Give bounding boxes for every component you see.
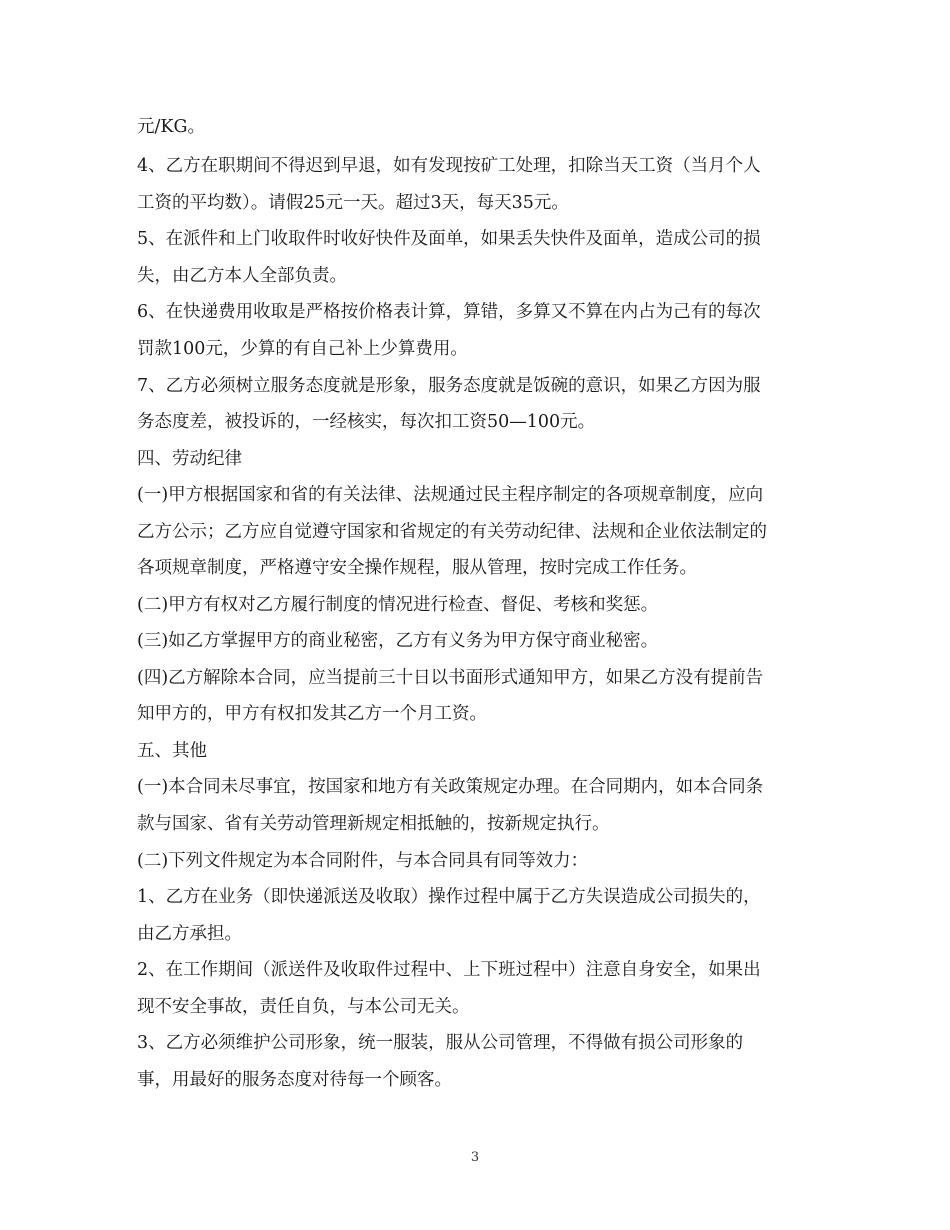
text-line: 3、乙方必须维护公司形象，统一服装，服从公司管理，不得做有损公司形象的 [137,1033,744,1053]
text-line: 各项规章制度，严格遵守安全操作规程，服从管理，按时完成工作任务。 [137,558,697,578]
text-line: 1、乙方在业务（即快递派送及收取）操作过程中属于乙方失误造成公司损失的， [137,887,761,907]
text-line: (四)乙方解除本合同，应当提前三十日以书面形式通知甲方，如果乙方没有提前告 [137,668,764,688]
section-heading: 四、劳动纪律 [137,449,242,469]
text-line: 由乙方承担。 [137,924,242,944]
text-line: 事，用最好的服务态度对待每一个顾客。 [137,1070,452,1090]
text-line: 失，由乙方本人全部负责。 [137,266,347,286]
text-line: 务态度差，被投诉的，一经核实，每次扣工资50—100元。 [137,412,596,432]
text-line: 现不安全事故，责任自负，与本公司无关。 [137,997,470,1017]
text-line: (一)甲方根据国家和省的有关法律、法规通过民主程序制定的各项规章制度，应向 [137,485,764,505]
text-line: 4、乙方在职期间不得迟到早退，如有发现按矿工处理，扣除当天工资（当月个人 [137,156,761,176]
text-line: (二)下列文件规定为本合同附件，与本合同具有同等效力： [137,851,589,871]
text-line: (一)本合同未尽事宜，按国家和地方有关政策规定办理。在合同期内，如本合同条 [137,777,764,797]
section-heading: 五、其他 [137,741,207,761]
text-line: 工资的平均数）。请假25元一天。超过3天，每天35元。 [137,193,569,213]
text-line: (三)如乙方掌握甲方的商业秘密，乙方有义务为甲方保守商业秘密。 [137,631,659,651]
text-line: 6、在快递费用收取是严格按价格表计算，算错，多算又不算在内占为己有的每次 [137,302,761,322]
text-line: 知甲方的，甲方有权扣发其乙方一个月工资。 [137,704,487,724]
text-line: 5、在派件和上门收取件时收好快件及面单，如果丢失快件及面单，造成公司的损 [137,229,761,249]
text-line: 乙方公示；乙方应自觉遵守国家和省规定的有关劳动纪律、法规和企业依法制定的 [137,522,767,542]
text-line: 款与国家、省有关劳动管理新规定相抵触的，按新规定执行。 [137,814,610,834]
text-line: 7、乙方必须树立服务态度就是形象，服务态度就是饭碗的意识，如果乙方因为服 [137,376,761,396]
text-line: 元/KG。 [137,117,205,137]
page-number: 3 [470,1150,480,1165]
text-line: 2、在工作期间（派送件及收取件过程中、上下班过程中）注意自身安全，如果出 [137,960,761,980]
text-line: 罚款100元，少算的有自己补上少算费用。 [137,339,468,359]
text-line: (二)甲方有权对乙方履行制度的情况进行检查、督促、考核和奖惩。 [137,595,659,615]
